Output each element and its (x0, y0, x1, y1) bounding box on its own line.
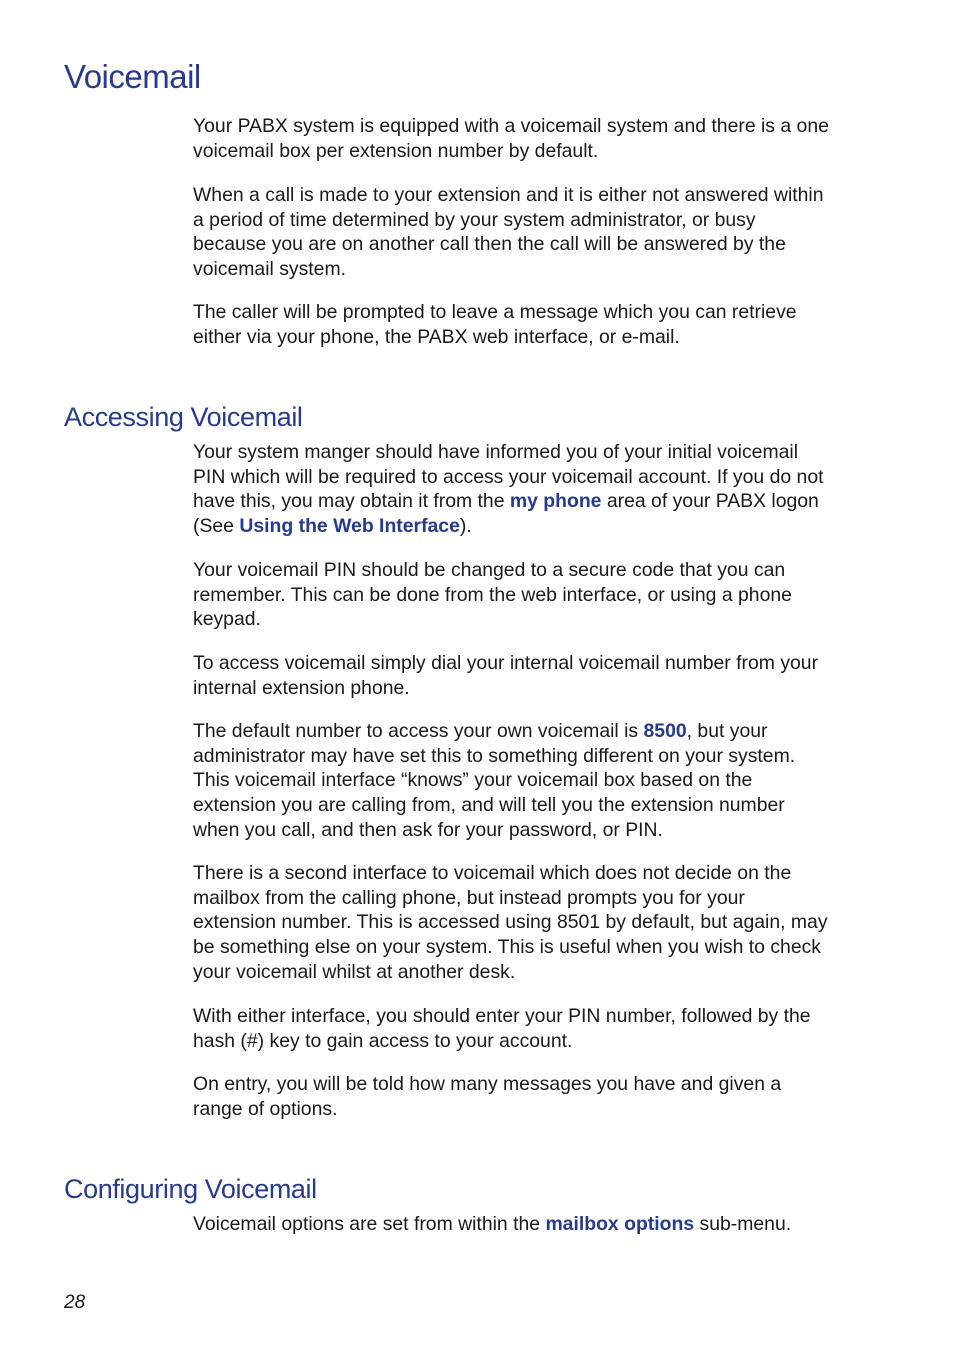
text: area of your PABX logon (See (193, 490, 819, 538)
accessing-entry-paragraph (193, 1072, 833, 1121)
text: , but your administrator may have set this to something different on your system. This voicemail interface “knows” your voicemail box based on the extension you are calling from, and will tell you the extension number when you call, and then ask for your password, or PIN. (193, 720, 796, 841)
using-web-interface-link[interactable]: Using the Web Interface (239, 515, 460, 538)
configuring-paragraph (193, 1212, 833, 1237)
accessing-change-pin-paragraph (193, 558, 833, 632)
paragraph: The caller will be prompted to leave a message which you can retrieve either via your phone, the PABX web interface, or e-mail. (193, 301, 797, 348)
voicemail-call-paragraph (193, 183, 833, 282)
paragraph: Your PABX system is equipped with a voicemail system and there is a one voicemail box per extension number by default. (193, 115, 829, 162)
text: Your system manger should have informed you of your initial voicemail PIN which will be required to access your voicemail account. If you do not have this, you may obtain it from the (193, 441, 824, 513)
text: ). (459, 515, 472, 538)
text: Voicemail options are set from within the (193, 1213, 546, 1235)
paragraph: Your voicemail PIN should be changed to a secure code that you can remember. This can be done from the web interface, or using a phone keypad. (193, 559, 792, 631)
paragraph: On entry, you will be told how many messages you have and given a range of options. (193, 1073, 782, 1120)
paragraph (193, 440, 833, 539)
text: The default number to access your own voicemail is (193, 720, 644, 742)
paragraph: There is a second interface to voicemail which does not decide on the mailbox from the calling phone, but instead prompts you for your extension number. This is accessed using 8501 by default, but again, may be something else on your system. This is useful when you wish to check your voicemail whilst at another desk. (193, 862, 828, 983)
text: sub-menu. (694, 1213, 792, 1235)
page-title: Voicemail (64, 58, 201, 95)
my-phone-link[interactable]: my phone (509, 490, 602, 513)
section-heading-configuring: Configuring Voicemail (64, 1174, 317, 1204)
accessing-default-number-paragraph (193, 719, 833, 843)
paragraph: With either interface, you should enter your PIN number, followed by the hash (#) key to gain access to your account. (193, 1005, 811, 1052)
mailbox-options-link[interactable]: mailbox options (545, 1213, 695, 1235)
accessing-second-interface-paragraph (193, 861, 833, 985)
voicemail-number: 8500 (643, 720, 687, 742)
voicemail-caller-paragraph (193, 300, 833, 349)
voicemail-intro-paragraph (193, 114, 833, 163)
accessing-pin-entry-paragraph (193, 1004, 833, 1053)
paragraph: To access voicemail simply dial your internal voicemail number from your internal extension phone. (193, 652, 819, 699)
accessing-dial-paragraph (193, 651, 833, 700)
page-number: 28 (64, 1292, 86, 1313)
paragraph (193, 719, 833, 843)
paragraph (193, 1212, 833, 1237)
section-heading-accessing: Accessing Voicemail (64, 402, 303, 432)
paragraph: When a call is made to your extension and it is either not answered within a period of time determined by your system administrator, or busy because you are on another call then the call will be answered by the voicemail system. (193, 184, 824, 281)
accessing-pin-paragraph (193, 440, 833, 539)
